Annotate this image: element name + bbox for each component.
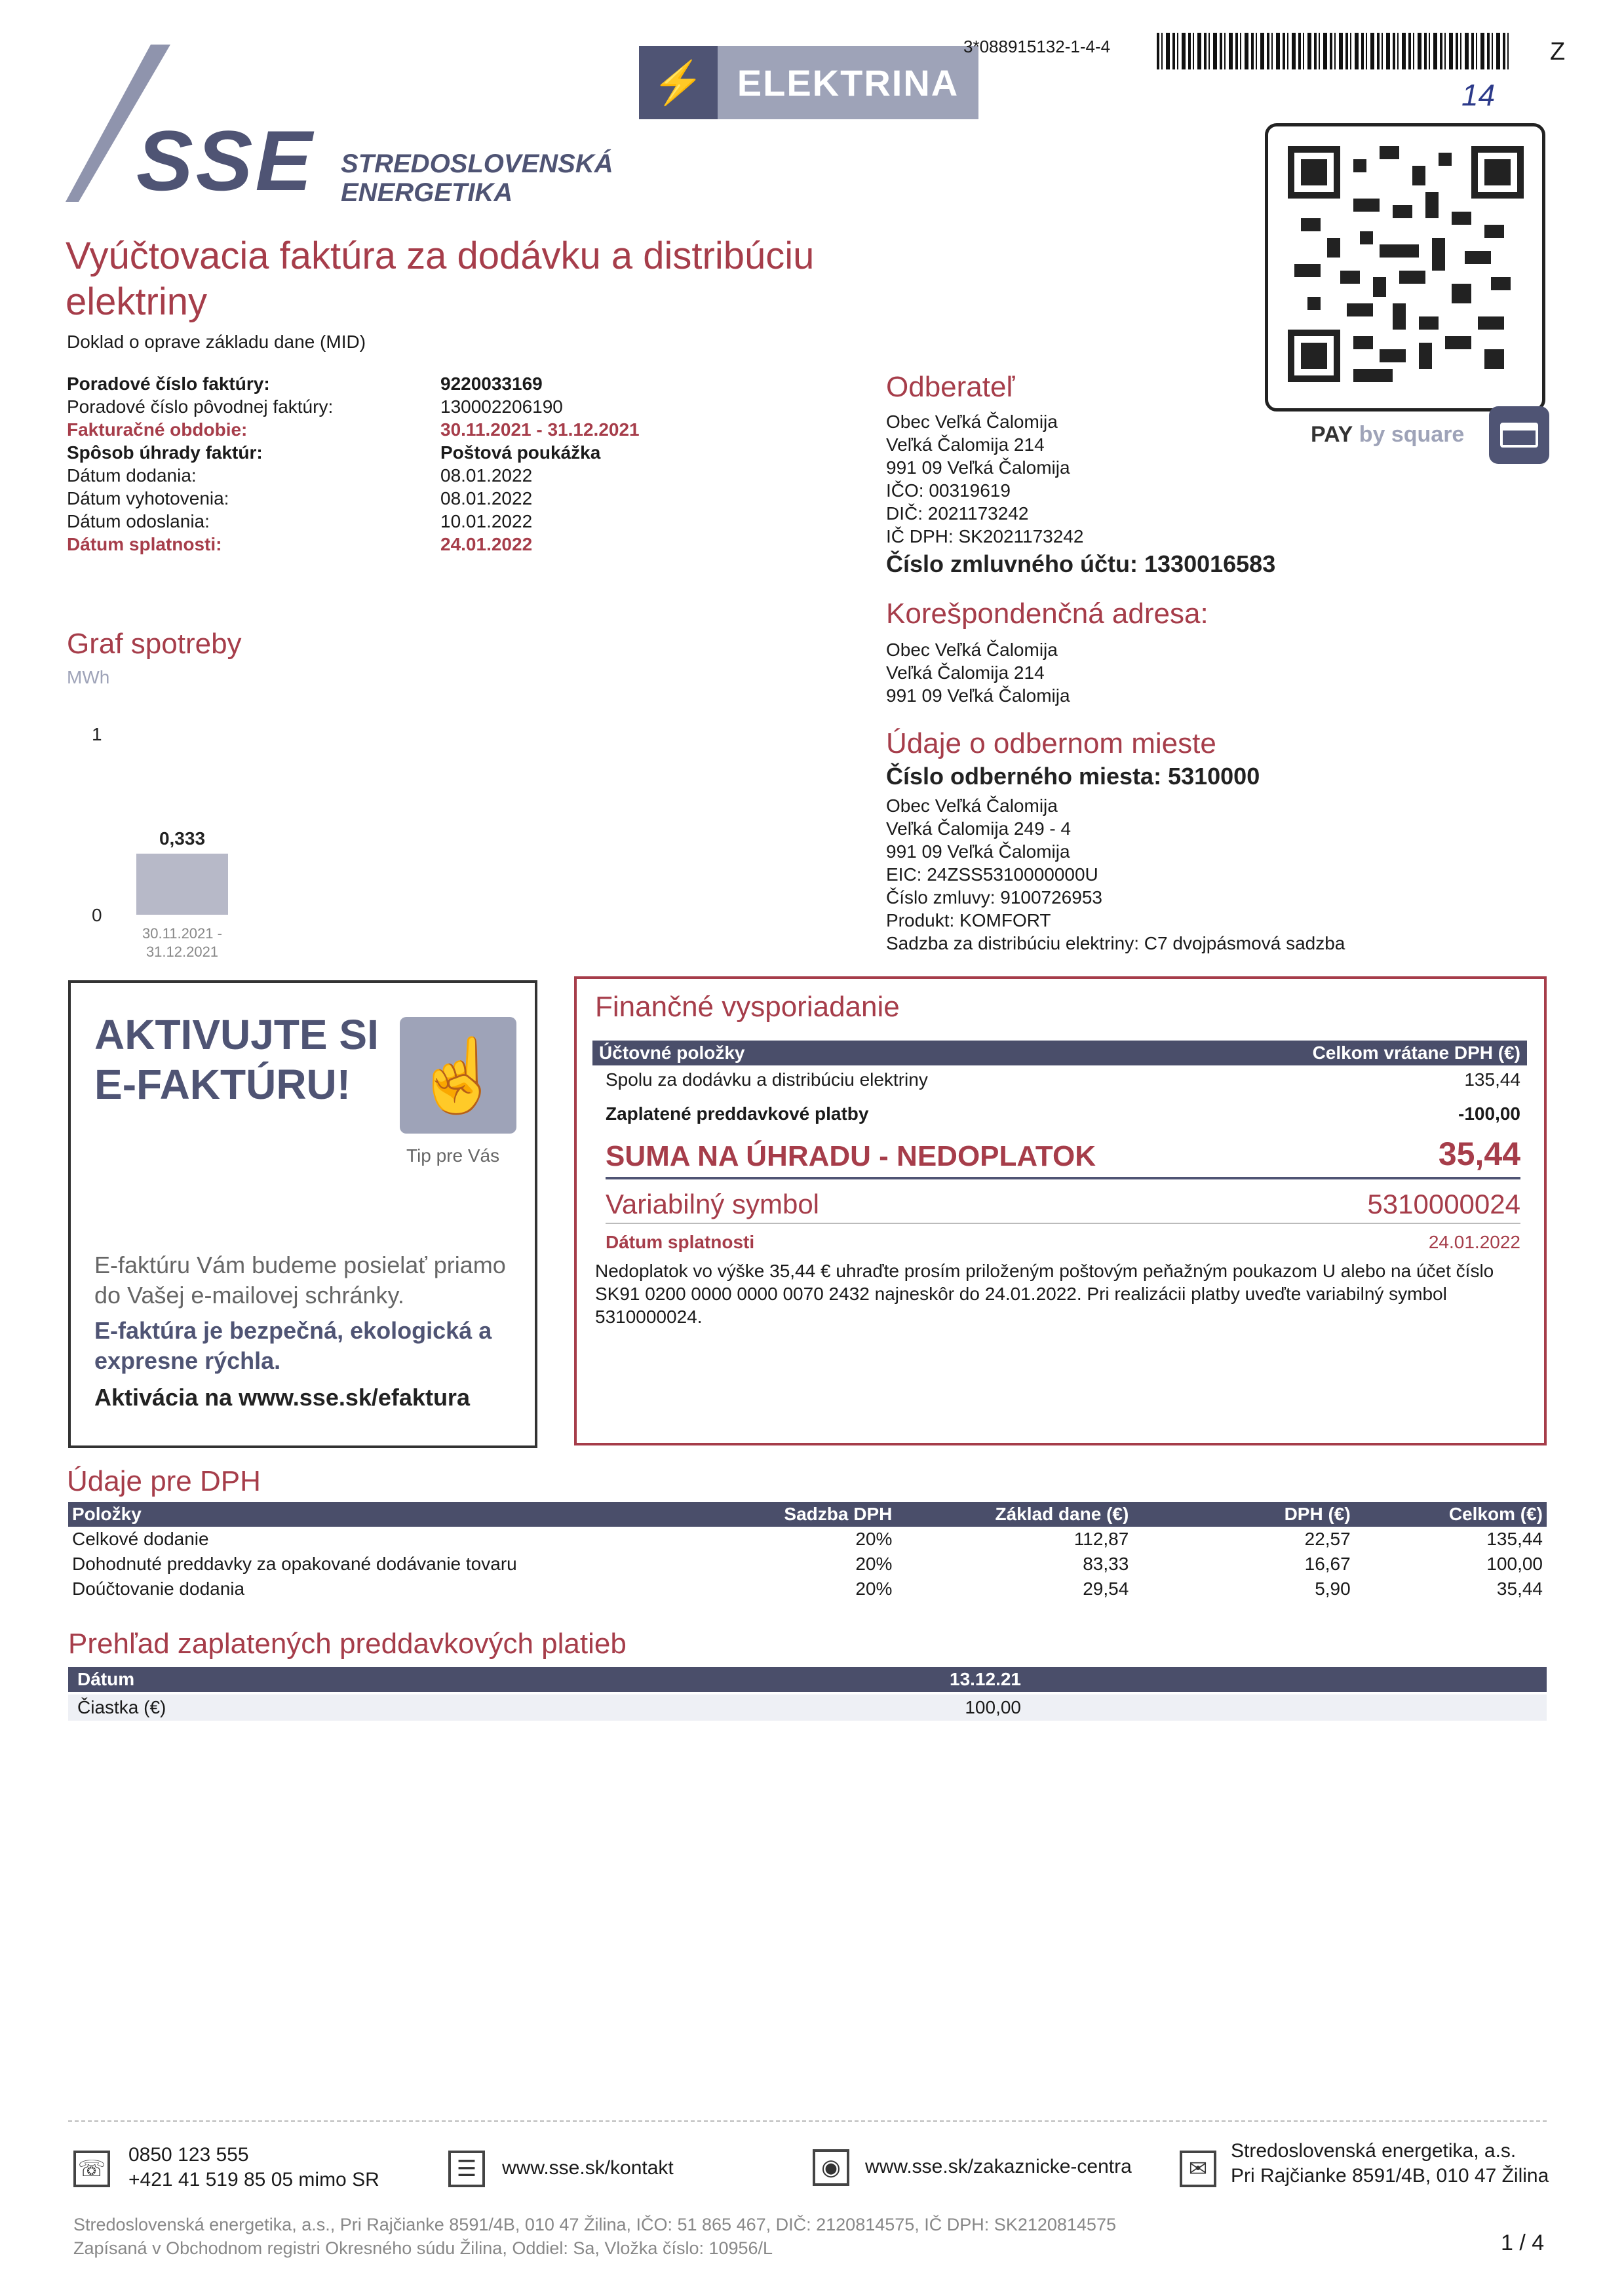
correspondence-line: Veľká Čalomija 214: [886, 662, 1045, 683]
finance-col-items: Účtovné položky: [599, 1043, 745, 1063]
due-label: Dátum splatnosti: [606, 1232, 755, 1252]
prepayments-amount-label: Čiastka (€): [77, 1697, 166, 1717]
invoice-row-value: 10.01.2022: [440, 511, 533, 531]
x-tick-label: 30.11.2021 -: [142, 925, 222, 942]
delivery-point-line: Produkt: KOMFORT: [886, 910, 1051, 930]
vat-cell: Celkové dodanie: [72, 1529, 209, 1549]
vat-cell: 135,44: [1486, 1529, 1543, 1549]
barcode-number: 3*088915132-1-4-4: [963, 37, 1111, 56]
footer-legal-1: Stredoslovenská energetika, a.s., Pri Rajčianke 8591/4B, 010 47 Žilina, IČO: 51 865 467, DIČ: 2120814575, IČ DPH: SK2120814575: [73, 2215, 1116, 2234]
invoice-row: [67, 464, 788, 487]
invoice-row-value: 08.01.2022: [440, 488, 533, 508]
vat-cell: 5,90: [1315, 1578, 1351, 1599]
promo-heading-2: E-FAKTÚRU!: [94, 1061, 351, 1108]
vat-cell: 35,44: [1496, 1578, 1543, 1599]
customer-block: [886, 371, 1410, 578]
finance-note: Nedoplatok vo výške 35,44 € uhraďte prosím priloženým poštovým peňažným poukazom U alebo na účet číslo SK91 0200 0000 0000 0070 2432 najneskôr do 24.01.2022. Pri realizácii platby uveďte variabilný symbol 5310000024.: [595, 1261, 1494, 1327]
table-row: [68, 1577, 1547, 1601]
correspondence-line: 991 09 Veľká Čalomija: [886, 685, 1070, 706]
vat-header-cell: Základ dane (€): [896, 1502, 1132, 1527]
due-value: 24.01.2022: [1428, 1232, 1520, 1252]
chart-bar: [136, 854, 228, 915]
vat-cell: Dohodnuté preddavky za opakované dodávanie tovaru: [72, 1554, 517, 1574]
invoice-row-label: Poradové číslo faktúry:: [67, 373, 270, 394]
delivery-point-number: Číslo odberného miesta: 5310000: [886, 763, 1260, 790]
table-row: [68, 1527, 1547, 1552]
delivery-point-heading: Údaje o odbernom mieste: [886, 727, 1216, 759]
customer-line: DIČ: 2021173242: [886, 503, 1029, 524]
barcode: [1157, 33, 1511, 69]
prepayments-header: [68, 1667, 1547, 1692]
correspondence-block: [886, 598, 1410, 707]
promo-text-2: E-faktúra je bezpečná, ekologická a expresne rýchla.: [94, 1317, 492, 1374]
delivery-point-block: [886, 727, 1476, 955]
prepayments-amount-value: 100,00: [965, 1697, 1021, 1717]
finance-row-2-value: -100,00: [1458, 1103, 1520, 1124]
promo-heading-1: AKTIVUJTE SI: [94, 1011, 379, 1058]
invoice-row: [67, 510, 788, 533]
vat-header-cell: Celkom (€): [1355, 1502, 1547, 1527]
bar-value-label: 0,333: [159, 828, 206, 849]
customer-lines: [886, 410, 1410, 548]
contract-account: Číslo zmluvného účtu: 1330016583: [886, 550, 1276, 577]
vat-cell: 112,87: [1073, 1529, 1129, 1549]
finance-due: [606, 1232, 1520, 1253]
invoice-row: [67, 533, 788, 556]
delivery-point-line: Obec Veľká Čalomija: [886, 795, 1058, 816]
footer-contact-link[interactable]: www.sse.sk/kontakt: [502, 2157, 674, 2179]
total-value: 35,44: [1438, 1136, 1520, 1172]
invoice-row-value: 9220033169: [440, 373, 543, 394]
finance-row-1-value: 135,44: [1464, 1069, 1520, 1090]
vat-cell: 83,33: [1083, 1554, 1129, 1574]
vat-cell: 29,54: [1083, 1578, 1129, 1599]
chart-ylabel: MWh: [67, 667, 110, 687]
logo-mark: SSE: [136, 113, 315, 208]
qr-code-frame: [1265, 123, 1545, 411]
vat-heading: Údaje pre DPH: [67, 1465, 261, 1497]
footer-address-2: Pri Rajčianke 8591/4B, 010 47 Žilina: [1231, 2165, 1549, 2187]
invoice-row-value: 24.01.2022: [440, 534, 533, 554]
logo-line2: ENERGETIKA: [341, 178, 513, 207]
lightning-icon: ⚡: [639, 46, 718, 119]
promo-text-3: Aktivácia na www.sse.sk/efaktura: [94, 1384, 470, 1411]
vs-label: Variabilný symbol: [606, 1189, 820, 1219]
finance-col-total: Celkom vrátane DPH (€): [1312, 1043, 1520, 1063]
footer-address-1: Stredoslovenská energetika, a.s.: [1231, 2140, 1517, 2162]
prepayments-date-value: 13.12.21: [950, 1669, 1021, 1689]
invoice-info: [67, 372, 788, 556]
customer-line: Obec Veľká Čalomija: [886, 411, 1058, 432]
delivery-point-line: Číslo zmluvy: 9100726953: [886, 887, 1102, 908]
invoice-row-value: 130002206190: [440, 396, 563, 417]
chart-title: Graf spotreby: [67, 628, 242, 660]
finance-row-2: [606, 1103, 1520, 1124]
invoice-row: [67, 487, 788, 510]
footer-phone-2: +421 41 519 85 05 mimo SR: [128, 2169, 379, 2191]
correspondence-lines: [886, 638, 1410, 707]
invoice-row: [67, 395, 788, 418]
prepayments-date-label: Dátum: [77, 1669, 135, 1689]
delivery-point-line: Sadzba za distribúciu elektriny: C7 dvojpásmová sadzba: [886, 933, 1345, 953]
delivery-point-line: 991 09 Veľká Čalomija: [886, 841, 1070, 862]
vat-cell: Doúčtovanie dodania: [72, 1578, 245, 1599]
invoice-row: [67, 372, 788, 395]
vat-cell: 20%: [855, 1578, 893, 1599]
finance-row-1-label: Spolu za dodávku a distribúciu elektriny: [606, 1069, 928, 1090]
finance-header: [592, 1041, 1527, 1065]
finance-box: [574, 976, 1547, 1445]
prepayments-heading: Prehľad zaplatených preddavkových platieb: [68, 1628, 627, 1660]
y-tick-label: 1: [92, 724, 102, 744]
invoice-row: [67, 418, 788, 441]
invoice-row-label: Dátum odoslania:: [67, 511, 210, 531]
vs-value: 5310000024: [1367, 1189, 1520, 1219]
phone-icon: ☏: [73, 2151, 110, 2187]
vat-table: [68, 1502, 1547, 1601]
delivery-point-lines: [886, 794, 1476, 955]
y-tick-label: 0: [92, 905, 102, 925]
delivery-point-line: EIC: 24ZSS5310000000U: [886, 864, 1098, 885]
correspondence-line: Obec Veľká Čalomija: [886, 640, 1058, 660]
location-icon: ◉: [813, 2149, 849, 2186]
prepayments-row: [68, 1694, 1547, 1721]
vat-cell: 22,57: [1304, 1529, 1351, 1549]
footer-legal-2: Zapísaná v Obchodnom registri Okresného súdu Žilina, Oddiel: Sa, Vložka číslo: 10956/L: [73, 2238, 773, 2258]
card-icon: [1489, 406, 1549, 464]
invoice-row-value: 30.11.2021 - 31.12.2021: [440, 419, 640, 440]
promo-text-1: E-faktúru Vám budeme posielať priamo do Vašej e-mailovej schránky.: [94, 1252, 506, 1309]
company-logo: [66, 45, 613, 208]
variable-symbol: [606, 1189, 1520, 1224]
page-number: 1 / 4: [1501, 2230, 1545, 2255]
invoice-row-label: Poradové číslo pôvodnej faktúry:: [67, 396, 334, 417]
handwritten-page-number: 14: [1461, 78, 1496, 112]
vat-header-row: [68, 1502, 1547, 1527]
qr-code-icon: [1288, 146, 1524, 382]
x-tick-label: 31.12.2021: [145, 944, 219, 960]
vat-cell: 16,67: [1304, 1554, 1351, 1574]
invoice-row-label: Spôsob úhrady faktúr:: [67, 442, 263, 463]
corner-letter: Z: [1550, 38, 1566, 66]
envelope-icon: ✉: [1180, 2151, 1216, 2187]
footer-centers-link[interactable]: www.sse.sk/zakaznicke-centra: [865, 2156, 1132, 2177]
promo-tip: Tip pre Vás: [406, 1145, 500, 1166]
tap-icon: ☝: [400, 1017, 516, 1134]
elektrina-label: ELEKTRINA: [718, 46, 978, 119]
vat-cell: 20%: [855, 1529, 893, 1549]
table-row: [68, 1552, 1547, 1577]
vat-cell: 100,00: [1486, 1554, 1543, 1574]
invoice-row-value: 08.01.2022: [440, 465, 533, 486]
invoice-row-label: Dátum vyhotovenia:: [67, 488, 229, 508]
pay-label: PAY: [1311, 422, 1353, 447]
finance-row-2-label: Zaplatené preddavkové platby: [606, 1103, 869, 1124]
vat-header-cell: DPH (€): [1132, 1502, 1354, 1527]
customer-line: 991 09 Veľká Čalomija: [886, 457, 1070, 478]
e-invoice-promo: [68, 980, 537, 1448]
delivery-point-line: Veľká Čalomija 249 - 4: [886, 818, 1072, 839]
customer-heading: Odberateľ: [886, 371, 1015, 403]
customer-line: IČO: 00319619: [886, 480, 1011, 501]
by-square-label: by square: [1359, 422, 1465, 447]
page-title: Vyúčtovacia faktúra za dodávku a distribúciu elektriny: [66, 235, 815, 323]
vat-cell: 20%: [855, 1554, 893, 1574]
consumption-chart: [66, 721, 367, 976]
invoice-row-value: Poštová poukážka: [440, 442, 601, 463]
invoice-row-label: Dátum splatnosti:: [67, 534, 222, 554]
invoice-row-label: Fakturačné obdobie:: [67, 419, 248, 440]
vat-header-cell: Položky: [68, 1502, 719, 1527]
correspondence-heading: Korešpondenčná adresa:: [886, 598, 1208, 630]
finance-row-1: [606, 1069, 1520, 1090]
vat-header-cell: Sadzba DPH: [719, 1502, 897, 1527]
invoice-row-label: Dátum dodania:: [67, 465, 197, 486]
customer-line: Veľká Čalomija 214: [886, 434, 1045, 455]
contact-icon: ☰: [448, 2151, 485, 2187]
elektrina-badge: [639, 46, 978, 119]
customer-line: IČ DPH: SK2021173242: [886, 526, 1084, 546]
invoice-row: [67, 441, 788, 464]
logo-line1: STREDOSLOVENSKÁ: [341, 149, 613, 178]
finance-heading: Finančné vysporiadanie: [595, 991, 900, 1023]
footer-phone-1: 0850 123 555: [128, 2144, 249, 2166]
total-label: SUMA NA ÚHRADU - NEDOPLATOK: [606, 1140, 1096, 1172]
finance-total: [606, 1135, 1520, 1179]
page-subtitle: Doklad o oprave základu dane (MID): [67, 332, 366, 352]
footer-divider: [68, 2120, 1547, 2122]
